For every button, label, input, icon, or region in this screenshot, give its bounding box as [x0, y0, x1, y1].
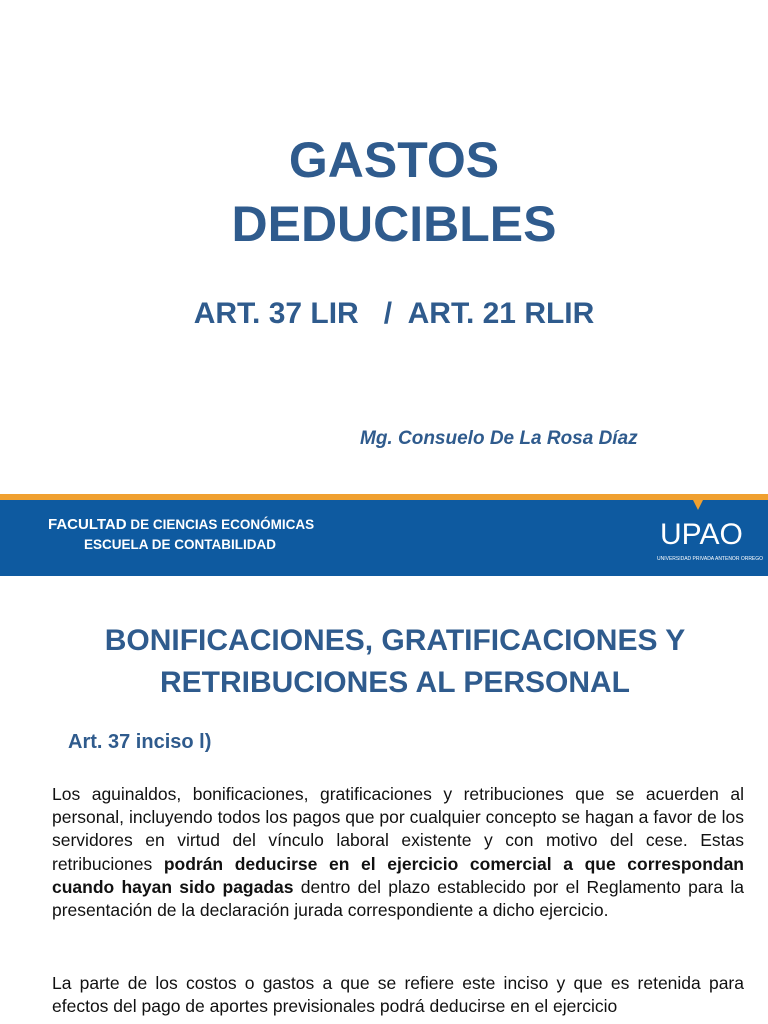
paragraph-1: [52, 783, 744, 922]
school-name: ESCUELA DE CONTABILIDAD: [84, 537, 276, 552]
faculty-name: [48, 516, 314, 534]
faculty-strong: FACULTAD: [48, 516, 127, 533]
article-reference: Art. 37 inciso l): [68, 731, 212, 753]
slide-title: [0, 128, 768, 256]
upao-logo-subtext: UNIVERSIDAD PRIVADA ANTENOR ORREGO: [657, 556, 764, 562]
paragraph-1-part-2: dentro del plazo establecido por el Reglamento para la presentación de la declaración jurada correspondiente a dicho ejercicio.: [52, 876, 744, 921]
upao-logo: UPAO: [660, 518, 743, 551]
title-line-1: GASTOS: [288, 132, 500, 188]
paragraph-1-part-1: Los aguinaldos, bonificaciones, gratificaciones y retribuciones que se acuerden al personal, incluyendo todos los pagos que por cualquier concepto se hagan a favor de los servidores en virtud del vínculo laboral existente y con motivo del cese. Estas retribuciones: [52, 784, 744, 874]
author-name: Mg. Consuelo De La Rosa Díaz: [360, 428, 638, 449]
footer-accent-line: [0, 494, 768, 500]
title-line-2: DEDUCIBLES: [231, 196, 557, 252]
footer-bar: [0, 494, 768, 576]
content-title: [40, 620, 750, 704]
slide-subtitle: ART. 37 LIR / ART. 21 RLIR: [193, 297, 595, 330]
faculty-rest: DE CIENCIAS ECONÓMICAS: [126, 517, 315, 532]
paragraph-1-bold: podrán deducirse en el ejercicio comercial a que correspondan cuando hayan sido pagadas: [52, 853, 744, 897]
content-title-line-2: RETRIBUCIONES AL PERSONAL: [159, 666, 631, 699]
content-slide: [0, 576, 768, 1024]
footer-accent-notch: [693, 500, 703, 510]
paragraph-2: La parte de los costos o gastos a que se refiere este inciso y que es retenida para efectos del pago de aportes previsionales podrá deducirse en el ejercicio: [52, 973, 744, 1017]
content-title-line-1: BONIFICACIONES, GRATIFICACIONES Y: [104, 624, 686, 657]
